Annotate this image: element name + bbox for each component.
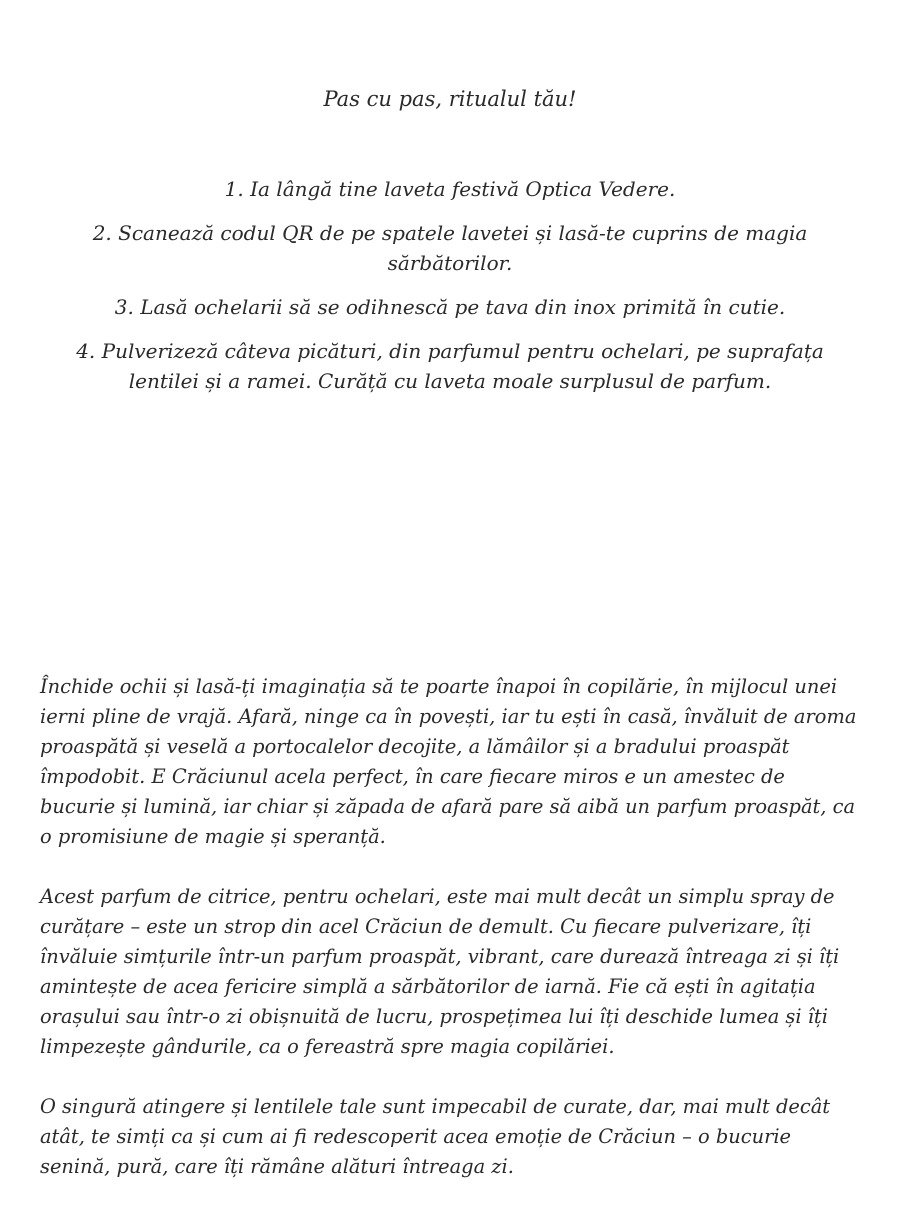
ritual-steps-list — [40, 174, 860, 410]
story-paragraph-1: Închide ochii și lasă-ți imaginația să te poarte înapoi în copilărie, în mijlocul unei ierni pline de vrajă. Afară, ninge ca în povești, iar tu ești în casă, învăluit de aroma proaspătă și veselă a portocalelor decojite, a lămâilor și a bradului proaspăt împodobit. E Crăciunul acela perfect, în care fiecare miros e un amestec de bucurie și lumină, iar chiar și zăpada de afară pare să aibă un parfum proaspăt, ca o promisiune de magie și speranță. — [40, 675, 857, 848]
step-item-4: 4. Pulverizeză câteva picături, din parfumul pentru ochelari, pe suprafața lentilei și a ramei. Curăță cu laveta moale surplusul de parfum. — [76, 339, 824, 393]
story-paragraph-3: O singură atingere și lentilele tale sunt impecabil de curate, dar, mai mult decât atât, te simți ca și cum ai fi redescoperit acea emoție de Crăciun – o bucurie senină, pură, care îți rămâne alături întreaga zi. — [40, 1095, 831, 1178]
story-paragraph-2: Acest parfum de citrice, pentru ochelari, este mai mult decât un simplu spray de curățare – este un strop din acel Crăciun de demult. Cu fiecare pulverizare, îți învăluie simțurile într-un parfum proaspăt, vibrant, care durează întreaga zi și îți amintește de acea fericire simplă a sărbătorilor de iarnă. Fie că ești în agitația orașului sau într-o zi obișnuită de lucru, prospețimea lui îți deschide lumea și îți limpezește gândurile, ca o fereastră spre magia copilăriei. — [40, 885, 840, 1058]
step-item-3: 3. Lasă ochelarii să se odihnescă pe tava din inox primită în cutie. — [114, 295, 786, 319]
step-item-1: 1. Ia lângă tine laveta festivă Optica Vedere. — [224, 177, 676, 201]
story-text — [40, 672, 860, 1212]
page-title: Pas cu pas, ritualul tău! — [323, 87, 577, 111]
step-item-2: 2. Scanează codul QR de pe spatele lavetei și lasă-te cuprins de magia sărbătorilor. — [92, 221, 808, 275]
